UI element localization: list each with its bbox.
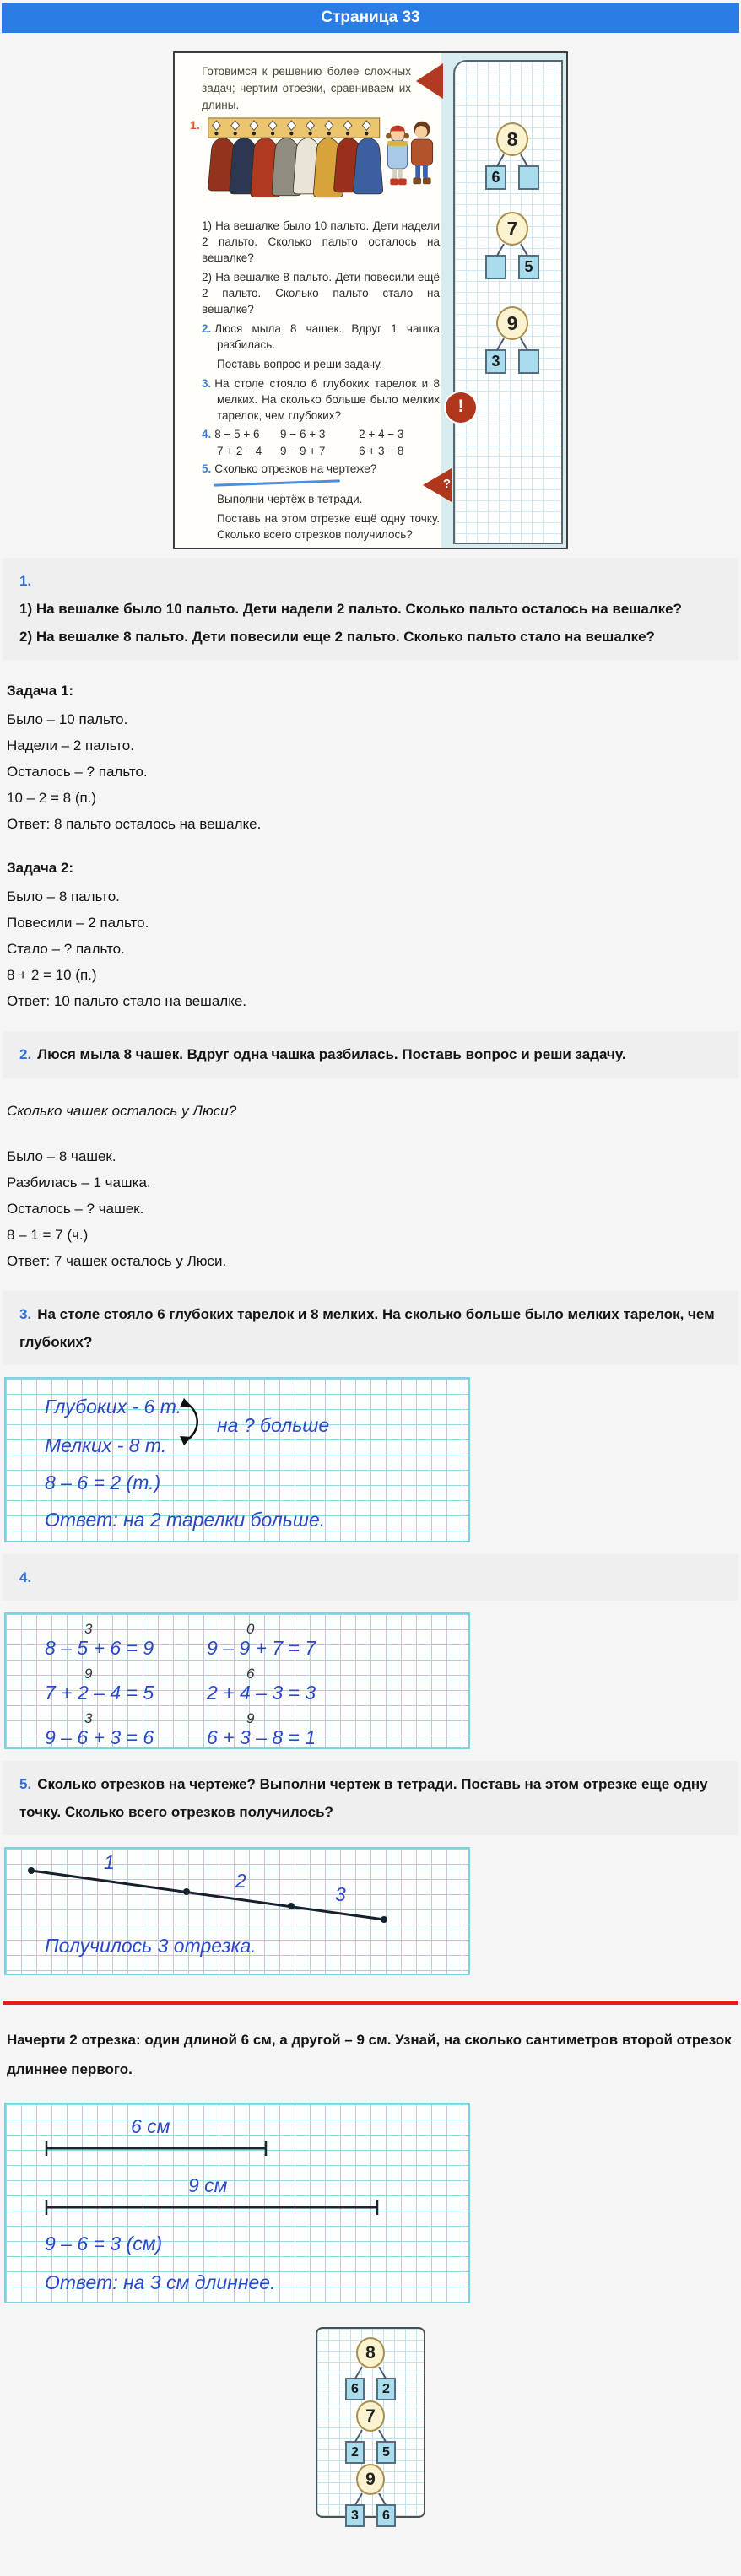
girl-figure (386, 126, 409, 186)
pencil-hint: 3 (84, 1709, 93, 1726)
notebook-solution-5 (4, 1847, 470, 1975)
notebook-line: Мелких - 8 т. (45, 1434, 167, 1456)
task5-number: 5. (19, 1775, 32, 1792)
number-bonds-card (316, 2327, 425, 2523)
notebook-calc: 9 – 6 = 3 (см) (45, 2233, 163, 2255)
red-divider (3, 2001, 738, 2005)
solution-line: Ответ: 8 пальто осталось на вешалке. (7, 816, 262, 833)
task2-question: Сколько чашек осталось у Люси? (7, 1102, 237, 1119)
bond-right-box: 5 (518, 255, 539, 279)
book-task1-part1: 1) На вешалке было 10 пальто. Дети надели 2 пальто. Сколько пальто осталось на вешалке? (202, 219, 440, 264)
bond-left-box (485, 255, 506, 279)
solution-line: 8 – 1 = 7 (ч.) (7, 1226, 89, 1243)
pencil-hint: 9 (246, 1709, 255, 1726)
solution-line: Было – 8 пальто. (7, 888, 120, 905)
bond-left-box: 3 (345, 2504, 365, 2527)
notebook-answer: Ответ: на 2 тарелки больше. (45, 1508, 326, 1531)
number-bond-8 (472, 122, 553, 190)
equation: 9 6 + 3 – 8 = 1 (207, 1709, 316, 1748)
bond-left-box: 6 (345, 2378, 365, 2400)
textbook-scan (173, 51, 568, 549)
task1-part1: 1) На вешалке было 10 пальто. Дети надели 2 пальто. Сколько пальто осталось на вешалке? (19, 601, 682, 618)
bond-right-box: 2 (376, 2378, 396, 2400)
task2-number: 2. (19, 1046, 32, 1063)
solution-line: Ответ: 10 пальто стало на вешалке. (7, 993, 247, 1010)
bond-right-box (518, 165, 539, 190)
notebook-solution-4 (4, 1612, 470, 1749)
task1-number: 1. (190, 118, 200, 132)
segments-drawing (6, 1849, 472, 1933)
number-bond-7 (330, 2400, 411, 2464)
notebook-answer: Ответ: на 3 см длиннее. (45, 2271, 276, 2294)
segment-label-1: 1 (104, 1851, 115, 1874)
bond-right-box (518, 349, 539, 374)
number-bond-9 (330, 2464, 411, 2527)
alert-icon: ! (446, 392, 476, 423)
bond-total: 7 (496, 212, 528, 246)
bond-links (330, 2368, 411, 2378)
solution-line: Ответ: 7 чашек осталось у Люси. (7, 1252, 227, 1269)
arrow-label: на ? больше (217, 1413, 330, 1436)
pencil-hint: 3 (84, 1620, 93, 1637)
bond-total: 7 (356, 2400, 385, 2432)
solution-line: Надели – 2 пальто. (7, 737, 134, 754)
boy-figure (411, 122, 432, 184)
task1-part2: 2) На вешалке 8 пальто. Дети повесили еще 2 пальто. Сколько пальто стало на вешалке? (19, 629, 655, 645)
solution-line: 10 – 2 = 8 (п.) (7, 790, 97, 807)
bond-links (330, 2495, 411, 2504)
task5-statement (3, 1761, 738, 1835)
solution-line: Разбилась – 1 чашка. (7, 1174, 151, 1191)
bond-left-box: 3 (485, 349, 506, 374)
bond-right-box: 5 (376, 2441, 396, 2464)
segment-6cm-label: 6 см (131, 2115, 170, 2138)
page-title: Страница 33 (2, 3, 739, 33)
task3-text: На столе стояло 6 глубоких тарелок и 8 мелких. На сколько больше было мелких тарелок, чем глубоких? (19, 1305, 715, 1350)
pencil-hint: 6 (246, 1665, 255, 1682)
bond-left-box: 6 (485, 165, 506, 190)
task2-statement (3, 1031, 738, 1077)
textbook-intro: Готовимся к решению более сложных задач; чертим отрезки, сравниваем их длины. (202, 65, 411, 111)
task3-number: 3. (19, 1305, 32, 1322)
textbook-page-body (175, 53, 446, 548)
number-bond-9 (472, 306, 553, 374)
task1-statement (3, 558, 738, 660)
book-note1: Выполни чертёж в тетради. (217, 493, 363, 505)
solution-line: Повесили – 2 пальто. (7, 915, 149, 932)
bond-total: 9 (356, 2464, 385, 2495)
task4-statement (3, 1554, 738, 1601)
bond-total: 8 (496, 122, 528, 156)
bond-links (472, 156, 553, 165)
notebook-solution-3 (4, 1377, 470, 1542)
task2-text: Люся мыла 8 чашек. Вдруг одна чашка разбилась. Поставь вопрос и реши задачу. (37, 1046, 626, 1063)
red-arrow-icon (416, 63, 443, 99)
solution-line: 8 + 2 = 10 (п.) (7, 967, 97, 984)
book-task5: 5. Сколько отрезков на чертеже? (202, 462, 377, 475)
segment-label-2: 2 (235, 1870, 246, 1893)
solution-line: Осталось – ? пальто. (7, 764, 148, 780)
curved-arrow-icon (173, 1396, 210, 1448)
subtask2-title: Задача 2: (7, 860, 74, 877)
equation: 3 8 – 5 + 6 = 9 (45, 1620, 154, 1659)
bond-total: 8 (356, 2337, 385, 2368)
notebook-line: Глубоких - 6 т. (45, 1395, 182, 1418)
equation: 3 9 – 6 + 3 = 6 (45, 1709, 154, 1748)
bond-links (330, 2432, 411, 2441)
question-icon: ? (423, 468, 453, 502)
number-bond-7 (472, 212, 553, 279)
task4-number: 4. (19, 1569, 32, 1585)
solution-line: Было – 10 пальто. (7, 711, 128, 728)
bond-total: 9 (496, 306, 528, 340)
solution-line: Стало – ? пальто. (7, 941, 125, 958)
notebook-calc: 8 – 6 = 2 (т.) (45, 1471, 161, 1493)
task1-illustration-row (190, 116, 440, 214)
book-note2: Поставь на этом отрезке ещё одну точку. Сколько всего отрезков получилось? (217, 512, 440, 541)
book-task1-part2: 2) На вешалке 8 пальто. Дети повесили ещё 2 пальто. Сколько пальто стало на вешалке? (202, 271, 440, 316)
task5-text: Сколько отрезков на чертеже? Выполни чертеж в тетради. Поставь на этом отрезке еще одну точку. Сколько всего отрезков получилось? (19, 1775, 708, 1821)
solution-line: Осталось – ? чашек. (7, 1200, 144, 1217)
coat-rack-illustration (202, 116, 440, 214)
book-task3: 3. На столе стояло 6 глубоких тарелок и 8 мелких. На сколько больше было мелких тарелок, чем глубоких? (202, 377, 440, 422)
notebook-caption: Получилось 3 отрезка. (45, 1935, 257, 1958)
task1-number: 1. (19, 573, 32, 589)
book-task2-sub: Поставь вопрос и реши задачу. (217, 358, 383, 370)
equation: 0 9 – 9 + 7 = 7 (207, 1620, 316, 1659)
bond-links (472, 246, 553, 255)
segment-9cm-label: 9 см (188, 2174, 228, 2197)
book-task4-row2: 7 + 2 − 4 9 − 9 + 7 6 + 3 − 8 (217, 445, 404, 457)
pencil-hint: 9 (84, 1665, 93, 1682)
hand-drawn-segment (214, 479, 340, 486)
equation: 9 7 + 2 – 4 = 5 (45, 1665, 154, 1704)
subtask1-title: Задача 1: (7, 683, 74, 699)
notebook-solution-6 (4, 2103, 470, 2303)
bond-left-box: 2 (345, 2441, 365, 2464)
book-task4-row1: 4. 8 − 5 + 6 9 − 6 + 3 2 + 4 − 3 (202, 428, 404, 440)
number-bond-8 (330, 2337, 411, 2400)
bond-right-box: 6 (376, 2504, 396, 2527)
pencil-hint: 0 (246, 1620, 255, 1637)
bond-links (472, 340, 553, 349)
measured-segments-drawing (6, 2104, 472, 2222)
footer-task-text: Начерти 2 отрезка: один длиной 6 см, а другой – 9 см. Узнай, на сколько сантиметров второй отрезок длиннее первого. (7, 2032, 732, 2078)
book-task2: 2. Люся мыла 8 чашек. Вдруг 1 чашка разбилась. (202, 322, 440, 351)
segment-label-3: 3 (335, 1883, 346, 1906)
equation: 6 2 + 4 – 3 = 3 (207, 1665, 316, 1704)
solution-line: Было – 8 чашек. (7, 1148, 116, 1164)
task3-statement (3, 1291, 738, 1365)
